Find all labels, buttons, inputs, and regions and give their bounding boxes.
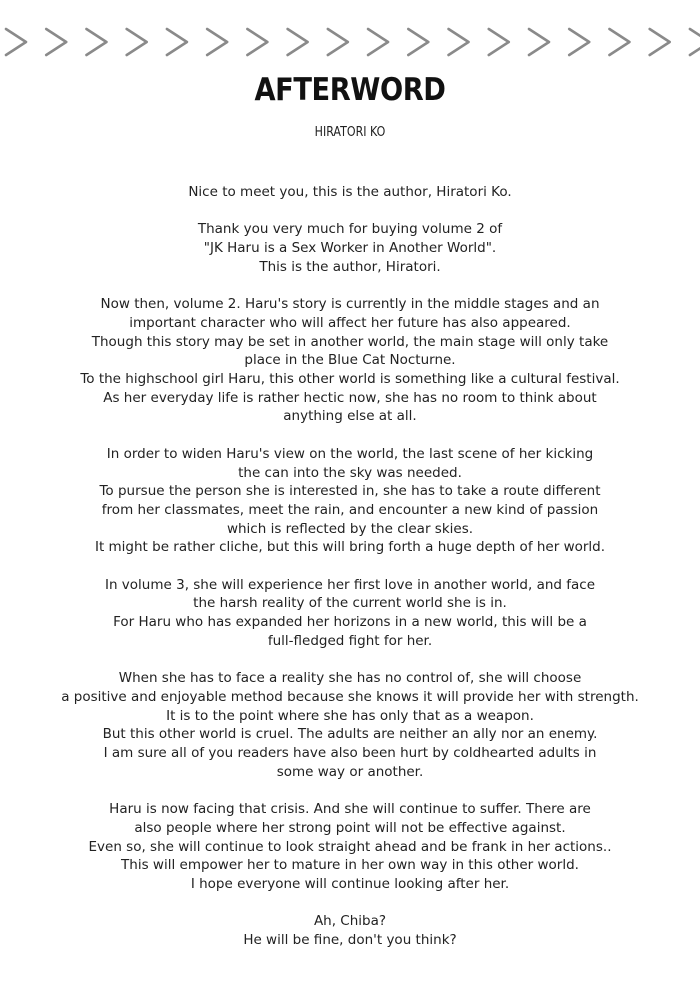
text-line: It might be rather cliche, but this will bring forth a huge depth of her world. bbox=[94, 539, 606, 556]
text-line: some way or another. bbox=[276, 763, 424, 780]
text-line: Even so, she will continue to look straight ahead and be frank in her actions.. bbox=[88, 838, 612, 855]
text-line: important character who will affect her future has also appeared. bbox=[129, 314, 571, 331]
text-line: Ah, Chiba? bbox=[313, 913, 387, 930]
text-line: Haru is now facing that crisis. And she will continue to suffer. There are bbox=[109, 801, 591, 818]
text-line: This will empower her to mature in her own way in this other world. bbox=[121, 857, 579, 874]
text-line: which is reflected by the clear skies. bbox=[226, 520, 474, 537]
chevron-right-icon bbox=[288, 29, 308, 55]
chevron-right-icon bbox=[328, 29, 348, 55]
chevron-right-icon bbox=[489, 29, 509, 55]
text-line: In order to widen Haru's view on the world, the last scene of her kicking bbox=[106, 445, 594, 462]
chevron-right-icon bbox=[247, 29, 267, 55]
chevron-right-icon bbox=[46, 29, 66, 55]
text-line: from her classmates, meet the rain, and encounter a new kind of passion bbox=[101, 501, 599, 518]
text-line: full-fledged fight for her. bbox=[267, 632, 433, 649]
chevron-right-icon bbox=[609, 29, 629, 55]
chevron-right-icon bbox=[529, 29, 549, 55]
paragraph bbox=[20, 800, 680, 894]
paragraph bbox=[20, 912, 680, 949]
text-line: Thank you very much for buying volume 2 of bbox=[197, 221, 503, 238]
author-name: HIRATORI KO bbox=[314, 125, 386, 140]
chevron-right-icon bbox=[6, 29, 26, 55]
chevron-right-icon bbox=[167, 29, 187, 55]
text-line: I hope everyone will continue looking after her. bbox=[190, 875, 510, 892]
page-title: AFTERWORD bbox=[254, 72, 446, 108]
chevron-right-icon bbox=[207, 29, 227, 55]
paragraph bbox=[20, 669, 680, 781]
text-line: But this other world is cruel. The adults are neither an ally nor an enemy. bbox=[102, 726, 598, 743]
text-line: I am sure all of you readers have also been hurt by coldhearted adults in bbox=[103, 745, 597, 762]
text-line: anything else at all. bbox=[283, 408, 417, 425]
paragraph bbox=[20, 576, 680, 651]
paragraph bbox=[20, 220, 680, 276]
text-line: It is to the point where she has only that as a weapon. bbox=[166, 707, 534, 724]
text-line: Now then, volume 2. Haru's story is currently in the middle stages and an bbox=[100, 296, 600, 313]
chevron-right-icon bbox=[127, 29, 147, 55]
chevron-right-icon bbox=[650, 29, 670, 55]
text-line: the harsh reality of the current world she is in. bbox=[193, 595, 507, 612]
text-line: When she has to face a reality she has no control of, she will choose bbox=[118, 670, 582, 687]
text-line: Nice to meet you, this is the author, Hiratori Ko. bbox=[188, 184, 512, 200]
chevron-border bbox=[0, 22, 700, 62]
chevron-right-icon bbox=[368, 29, 388, 55]
text-line: place in the Blue Cat Nocturne. bbox=[244, 352, 456, 369]
text-line: To pursue the person she is interested in, she has to take a route different bbox=[99, 483, 601, 500]
paragraph bbox=[20, 445, 680, 557]
text-line: a positive and enjoyable method because she knows it will provide her with strength. bbox=[61, 688, 639, 705]
chevron-right-icon bbox=[449, 29, 469, 55]
text-line: also people where her strong point will not be effective against. bbox=[134, 819, 566, 836]
text-line: For Haru who has expanded her horizons in a new world, this will be a bbox=[113, 614, 587, 631]
paragraph bbox=[20, 183, 680, 202]
chevron-border-graphic bbox=[0, 22, 700, 62]
chevron-right-icon bbox=[86, 29, 106, 55]
paragraph bbox=[20, 295, 680, 426]
text-line: "JK Haru is a Sex Worker in Another World". bbox=[203, 240, 497, 257]
text-line: the can into the sky was needed. bbox=[238, 464, 462, 481]
chevron-right-icon bbox=[569, 29, 589, 55]
chevron-right-icon bbox=[408, 29, 428, 55]
text-line: In volume 3, she will experience her first love in another world, and face bbox=[104, 576, 596, 593]
text-line: He will be fine, don't you think? bbox=[243, 932, 457, 949]
chevron-right-icon bbox=[690, 29, 700, 55]
text-line: To the highschool girl Haru, this other world is something like a cultural festival. bbox=[80, 371, 620, 387]
text-line: As her everyday life is rather hectic now, she has no room to think about bbox=[103, 389, 597, 406]
text-line: Though this story may be set in another world, the main stage will only take bbox=[91, 333, 609, 350]
afterword-body bbox=[20, 183, 680, 968]
text-line: This is the author, Hiratori. bbox=[259, 258, 441, 275]
